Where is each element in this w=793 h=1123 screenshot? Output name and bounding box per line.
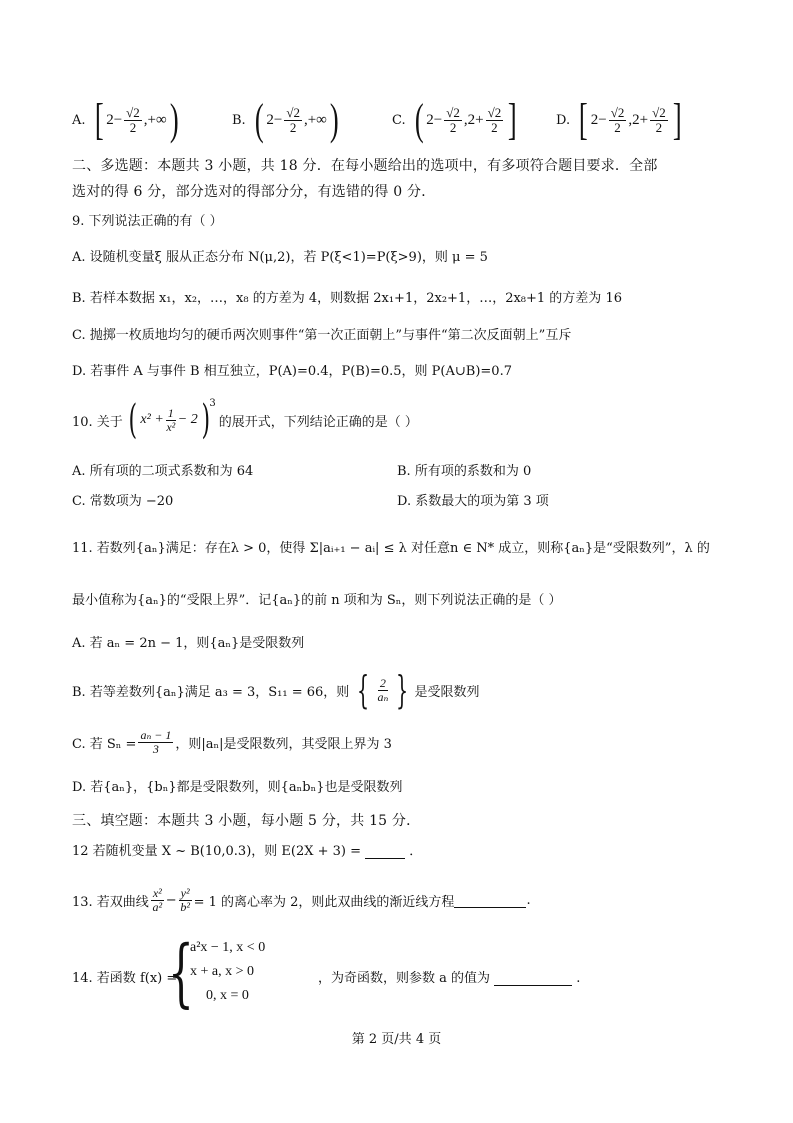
fraction [124,106,142,134]
option-label: C. [392,112,406,128]
numerator: y² [180,885,190,900]
question-text: = 1 的离心率为 2，则此双曲线的渐近线方程 [193,894,455,910]
q14-suffix [318,967,580,986]
q9-option-c: C. 抛掷一枚质地均匀的硬币两次则事件“第一次正面朝上”与事件“第二次反面朝上”互斥 [72,328,572,343]
term: ,2+ [628,111,649,128]
answer-blank[interactable] [365,844,405,859]
q8-options [72,95,712,145]
question-text: ． [409,844,423,859]
q10-stem [72,396,418,444]
q9-option-b: B. 若样本数据 x₁，x₂，…，x₈ 的方差为 4，则数据 2x₁+1，2x₂+1，…，2x₈+1 的方差为 16 [72,291,622,306]
q8-option-a [72,95,181,145]
fraction [166,407,176,433]
piecewise-brace: { [168,930,194,1016]
q10-option-d: D. 系数最大的项为第 3 项 [397,494,549,509]
answer-blank[interactable] [454,893,526,908]
numerator: √2 [126,104,140,120]
q11-option-a: A. 若 aₙ = 2n − 1，则{aₙ}是受限数列 [72,636,305,651]
fraction [609,106,627,134]
section-3-heading: 三、填空题：本题共 3 小题，每小题 5 分，共 15 分． [72,813,421,829]
numerator: √2 [487,104,502,120]
right-bracket: ] [508,95,517,144]
q14-prefix: 14. 若函数 f(x) = [72,971,178,986]
denominator: 2 [655,119,663,135]
question-text: 12 若随机变量 X ~ B(10,0.3)，则 E(2X + 3) = [72,844,362,859]
interval [252,95,342,144]
term: 2− [590,111,607,128]
denominator: aₙ [377,689,389,704]
fraction [179,887,192,913]
q9-stem: 9. 下列说法正确的有（ ） [72,214,223,229]
option-text: 是受限数列 [414,684,480,700]
q11-option-b [72,668,480,712]
q14-case-2: x + a, x > 0 [190,964,255,979]
interval [92,95,182,144]
fraction [650,106,668,134]
numerator: √2 [286,104,300,120]
q10-option-c: C. 常数项为 −20 [72,494,174,509]
numerator: 2 [379,675,386,690]
numerator: √2 [610,104,625,120]
answer-blank[interactable] [494,971,572,986]
term: x² + [140,412,164,427]
term: ,+∞ [143,111,167,128]
q8-option-b [232,95,342,145]
right-bracket: ] [672,95,682,144]
stem-text: 10. 关于 [72,414,123,430]
q11-stem-line2: 最小值称为{aₙ}的“受限上界”．记{aₙ}的前 n 项和为 Sₙ，则下列说法正确的是（ ） [72,593,562,608]
term: ,2+ [463,111,484,128]
denominator: 3 [152,741,159,756]
fraction [444,106,462,134]
term: 2− [266,111,283,128]
operator: − [165,892,177,908]
denominator: x² [166,419,176,434]
left-bracket: ( [414,95,424,144]
numerator: 1 [167,405,174,420]
fraction [486,106,504,134]
option-text: ，则|aₙ|是受限数列，其受限上界为 3 [175,736,392,752]
numerator: √2 [652,104,666,120]
left-bracket: ( [254,95,264,144]
page-footer: 第 2 页/共 4 页 [351,1032,442,1047]
question-text: . [576,971,581,986]
left-bracket: [ [579,95,588,144]
right-brace: } [396,668,409,712]
option-label: D. [556,112,571,128]
left-paren: ( [128,397,137,443]
right-paren: ) [201,397,210,443]
denominator: 2 [289,119,297,135]
denominator: 2 [491,119,498,135]
q13 [72,880,531,920]
q9-option-a: A. 设随机变量ξ 服从正态分布 N(μ,2)，若 P(ξ<1)=P(ξ>9)，则 μ = 5 [72,250,488,265]
left-bracket: [ [94,95,104,144]
section-2-heading-cont: 选对的得 6 分，部分选对的得部分分，有选错的得 0 分． [72,184,436,200]
q10-option-b: B. 所有项的系数和为 0 [397,464,532,479]
denominator: 2 [129,119,137,135]
question-text: 13. 若双曲线 [72,894,149,910]
option-text: C. 若 Sₙ = [72,736,137,752]
numerator: √2 [446,104,460,120]
q9-option-d: D. 若事件 A 与事件 B 相互独立，P(A)=0.4，P(B)=0.5，则 P(A∪B)=0.7 [72,364,512,379]
term: ,+∞ [303,111,327,128]
exponent: 3 [209,398,216,409]
denominator: b² [180,899,190,914]
option-label: A. [72,112,86,128]
right-bracket: ) [329,95,339,144]
left-brace: { [357,668,370,712]
term: 2− [106,111,123,128]
q8-option-c [392,95,520,145]
q14-case-1: a²x − 1, x < 0 [190,940,266,955]
denominator: a² [152,899,163,914]
q11-stem-line1: 11. 若数列{aₙ}满足：存在λ > 0，使得 Σ|aᵢ₊₁ − aᵢ| ≤ λ 对任意n ∈ N* 成立，则称{aₙ}是“受限数列”，λ 的 [72,541,710,556]
option-text: B. 若等差数列{aₙ}满足 a₃ = 3，S₁₁ = 66，则 [72,684,350,700]
q11-option-c [72,724,392,760]
fraction [377,677,388,703]
section-2-heading: 二、多选题：本题共 3 小题，共 18 分．在每小题给出的选项中，有多项符合题目要求．全部 [72,158,658,174]
fraction [284,106,302,134]
denominator: 2 [449,119,457,135]
interval [576,95,684,144]
q8-option-d [556,95,684,145]
option-label: B. [232,112,246,128]
term: 2− [426,111,443,128]
denominator: 2 [614,119,621,135]
question-text: . [526,892,531,908]
term: − 2 [177,412,198,427]
interval [412,95,520,144]
q14-case-3: 0, x = 0 [206,988,249,1003]
q10-option-a: A. 所有项的二项式系数和为 64 [72,464,254,479]
fraction [151,887,164,913]
stem-text: 的展开式，下列结论正确的是（ ） [218,414,418,430]
numerator: x² [152,885,162,900]
question-text: ，为奇函数，则参数 a 的值为 [318,971,491,986]
q11-option-d: D. 若{aₙ}，{bₙ}都是受限数列，则{aₙbₙ}也是受限数列 [72,780,403,795]
fraction [138,729,173,755]
q12 [72,840,422,859]
numerator: aₙ − 1 [140,727,172,742]
right-bracket: ) [169,95,179,144]
